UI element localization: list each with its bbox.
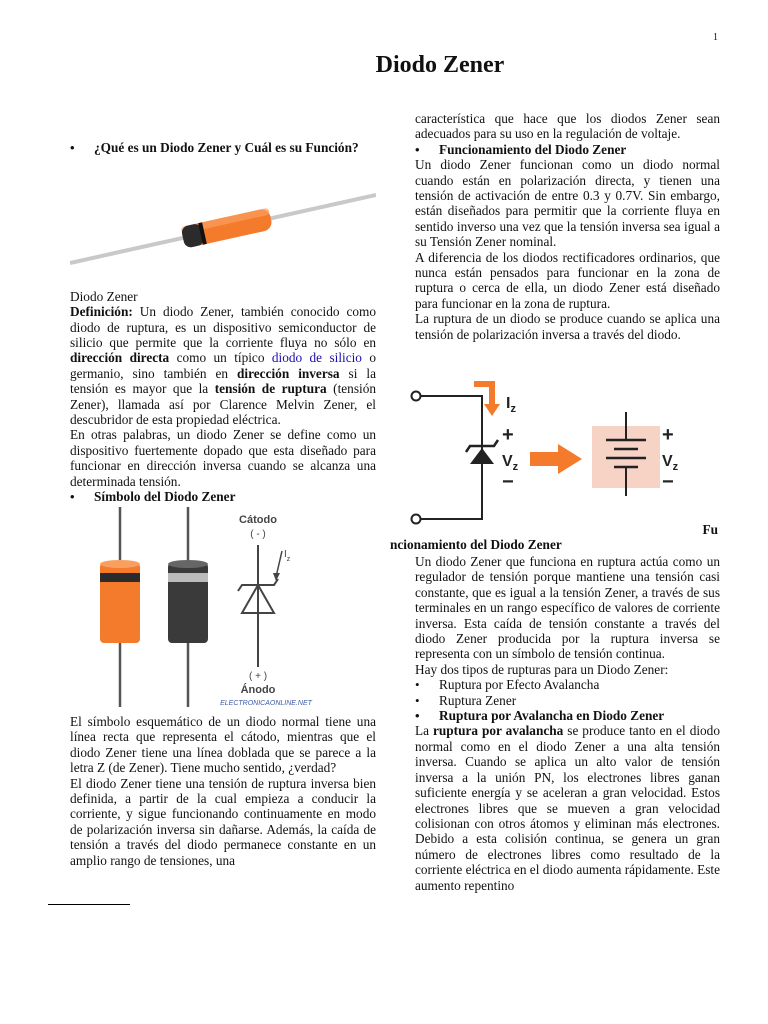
zener-diode-photo	[70, 155, 376, 283]
operation-heading	[390, 522, 718, 553]
terminal-top	[412, 392, 421, 401]
current-iz-label: $I_z$	[284, 548, 291, 563]
paragraph: A diferencia de los diodos rectificadores ordinarios, que nunca están pensados para funcionar en la zona de ruptura o cerca de ella, un diodo Zener está diseñado para funcionar en la zona de ruptura.	[415, 249, 720, 311]
zener-symbol-figure	[70, 507, 376, 709]
paragraph: Un diodo Zener que funciona en ruptura actúa como un regulador de tensión porque mantiene una tensión casi constante, que es igual a la tensión Zener, a través de sus terminales en un rango específico de valores de corriente inversa. Esta caída de tensión constante a través del diodo Zener producida por la ruptura inversa se representa con un símbolo de tensión continua.	[415, 554, 720, 662]
equivalence-arrow	[530, 452, 558, 466]
anode-sign: ( + )	[248, 670, 268, 682]
plus-sign: +	[662, 424, 674, 446]
anode-label: Ánodo	[240, 683, 276, 696]
paragraph: El símbolo esquemático de un diodo normal tiene una línea recta que representa el cátodo, mientras que el diodo Zener tiene una línea doblada que se parece a la letra Z (de Zener). Tiene mucho sentido, ¿verdad?	[70, 713, 376, 776]
paragraph: Un diodo Zener funcionan como un diodo normal cuando están en polarización directa, y tienen una tensión de activación de entre 0.3 y 0.7V. Sin embargo, están diseñados para permitir que la corriente fluya en sentido inverso una vez que la tensión inversa sea igual a su Tensión Zener nominal.	[415, 157, 720, 250]
footnote-separator	[48, 904, 130, 905]
function-list	[415, 142, 720, 157]
right-column-top	[415, 111, 720, 342]
zener-triangle	[470, 448, 494, 464]
avalanche-paragraph	[415, 723, 720, 892]
question-heading: • ¿Qué es un Diodo Zener y Cuál es su Función?	[70, 140, 376, 155]
reverse-direction-term: dirección inversa	[237, 365, 340, 381]
plus-sign: +	[502, 424, 514, 446]
definition-text: (tensión Zener), llamada así por Clarence Melvin Zener, el descubridor de esta propiedad eléctrica.	[70, 381, 376, 428]
voltage-vz-label: $V_z$	[662, 453, 679, 473]
forward-direction-term: dirección directa	[70, 350, 170, 366]
diode-body	[181, 208, 274, 249]
current-iz-label: $I_z$	[506, 395, 516, 415]
definition-label: Definición:	[70, 304, 133, 320]
minus-sign: −	[502, 471, 514, 493]
list-item: • Ruptura por Efecto Avalancha	[415, 677, 720, 692]
paragraph: El diodo Zener tiene una tensión de ruptura inversa bien definida, a partir de la cual empieza a conducir la corriente, y sigue funcionando continuamente en modo de polarización inversa sin dañarse. Además, la caída de tensión a través del diodo permanece constante en un amplio rango de tensiones, una	[70, 775, 376, 868]
minus-sign: −	[662, 471, 674, 493]
operation-heading-part: ncionamiento del Diodo Zener	[390, 537, 562, 553]
breakdown-voltage-term: tensión de ruptura	[214, 381, 327, 397]
avalanche-heading: • Ruptura por Avalancha en Diodo Zener	[415, 708, 720, 723]
paragraph: La ruptura de un diodo se produce cuando se aplica una tensión de polarización inversa a través del diodo.	[415, 311, 720, 342]
zener-circuit-figure	[402, 378, 724, 528]
paragraph: característica que hace que los diodos Zener sean adecuados para su uso en la regulación de voltaje.	[415, 111, 720, 142]
page-title: Diodo Zener	[375, 52, 505, 78]
definition-text: o germanio, sino también en	[70, 350, 376, 381]
figure-caption: Diodo Zener	[70, 288, 138, 304]
symbol-heading: • Símbolo del Diodo Zener	[70, 489, 376, 504]
symbol-list	[70, 489, 376, 504]
watermark: ELECTRONICAONLINE.NET	[220, 699, 312, 707]
right-column-bottom	[415, 554, 720, 893]
avalanche-text: La	[415, 723, 433, 739]
voltage-vz-label: $V_z$	[502, 453, 519, 473]
breakdown-types-list	[415, 677, 720, 723]
avalanche-term: ruptura por avalancha	[432, 723, 564, 739]
operation-heading-part: Fu	[702, 522, 718, 537]
definition-paragraph	[70, 304, 376, 427]
list-item: • Ruptura Zener	[415, 693, 720, 708]
avalanche-text: se produce tanto en el diodo normal como en el diodo Zener a una alta tensión inversa. Cuando se aplica un alto valor de tensión inversa a la unión PN, los electrones libres ganan suficiente energía y se aceleran a gran velocidad. Estos electrones libres que se mueven a gran velocidad colisionan con otros átomos y eliminan más electrones. Debido a esta colisión continua, se genera un gran número de electrones libres como resultado de la corriente eléctrica en el diodo aumenta rápidamente. Este aumento repentino	[415, 723, 720, 893]
paragraph: Hay dos tipos de rupturas para un Diodo Zener:	[415, 661, 669, 677]
definition-text: si la tensión es mayor que la	[70, 365, 376, 397]
page-number: 1	[713, 32, 718, 43]
paragraph: En otras palabras, un diodo Zener se define como un dispositivo fuertemente dopado que esta diseñado para funcionar en dirección inversa cuando se alcanza una determinada tensión.	[70, 427, 376, 489]
definition-text: Un diodo Zener, también conocido como diodo de ruptura, es un dispositivo semiconductor de silicio que permite que la corriente fluya no sólo en	[70, 304, 376, 351]
silicon-diode-link[interactable]: diodo de silicio	[271, 350, 362, 366]
left-column	[70, 140, 376, 868]
cathode-label: Cátodo	[239, 513, 277, 526]
question-list	[70, 140, 376, 155]
cathode-sign: ( - )	[250, 528, 266, 540]
definition-text: como un típico	[169, 350, 272, 366]
function-heading: • Funcionamiento del Diodo Zener	[415, 142, 720, 157]
